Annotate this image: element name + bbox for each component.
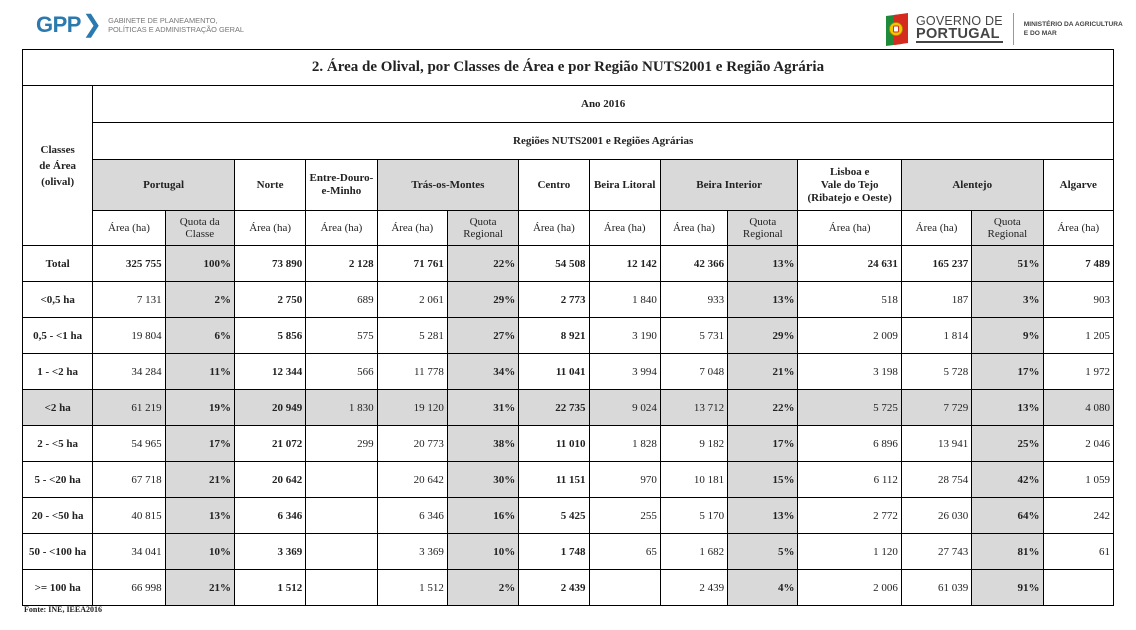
region-norte: Norte bbox=[234, 160, 305, 211]
area-cell: 9 182 bbox=[660, 426, 727, 462]
area-cell: 7 131 bbox=[93, 282, 165, 318]
row-label: 1 - <2 ha bbox=[23, 354, 93, 390]
col-header-quota-regional: Quota Regional bbox=[972, 211, 1043, 246]
area-cell: 7 048 bbox=[660, 354, 727, 390]
col-header-area: Área (ha) bbox=[798, 211, 901, 246]
area-cell: 11 041 bbox=[519, 354, 589, 390]
col-header-area: Área (ha) bbox=[660, 211, 727, 246]
area-cell: 1 972 bbox=[1043, 354, 1113, 390]
col-header-area: Área (ha) bbox=[306, 211, 377, 246]
area-cell: 7 489 bbox=[1043, 246, 1113, 282]
row-label: 5 - <20 ha bbox=[23, 462, 93, 498]
quota-cell: 10% bbox=[165, 534, 234, 570]
quota-cell: 4% bbox=[728, 570, 798, 606]
region-alentejo: Alentejo bbox=[901, 160, 1043, 211]
quota-cell: 27% bbox=[447, 318, 518, 354]
row-label: 50 - <100 ha bbox=[23, 534, 93, 570]
area-cell: 19 804 bbox=[93, 318, 165, 354]
row-label: <2 ha bbox=[23, 390, 93, 426]
area-cell: 3 369 bbox=[377, 534, 447, 570]
area-cell: 54 965 bbox=[93, 426, 165, 462]
area-cell: 2 128 bbox=[306, 246, 377, 282]
area-cell: 6 346 bbox=[234, 498, 305, 534]
area-cell: 11 778 bbox=[377, 354, 447, 390]
region-beira-interior: Beira Interior bbox=[660, 160, 798, 211]
quota-cell: 25% bbox=[972, 426, 1043, 462]
quota-cell: 17% bbox=[165, 426, 234, 462]
gpp-logo bbox=[36, 11, 245, 38]
area-cell: 20 949 bbox=[234, 390, 305, 426]
col-header-area: Área (ha) bbox=[901, 211, 971, 246]
area-cell: 73 890 bbox=[234, 246, 305, 282]
area-cell: 1 682 bbox=[660, 534, 727, 570]
area-cell bbox=[306, 498, 377, 534]
quota-cell: 17% bbox=[972, 354, 1043, 390]
quota-cell: 31% bbox=[447, 390, 518, 426]
area-cell: 13 941 bbox=[901, 426, 971, 462]
area-cell: 1 059 bbox=[1043, 462, 1113, 498]
area-cell: 61 bbox=[1043, 534, 1113, 570]
area-cell: 1 512 bbox=[234, 570, 305, 606]
quota-cell: 29% bbox=[728, 318, 798, 354]
area-cell: 187 bbox=[901, 282, 971, 318]
area-cell bbox=[589, 570, 660, 606]
quota-cell: 13% bbox=[728, 498, 798, 534]
col-header-area: Área (ha) bbox=[1043, 211, 1113, 246]
area-cell: 22 735 bbox=[519, 390, 589, 426]
quota-cell: 91% bbox=[972, 570, 1043, 606]
quota-cell: 22% bbox=[728, 390, 798, 426]
gpp-logo-mark: GPP bbox=[36, 12, 81, 37]
area-cell: 42 366 bbox=[660, 246, 727, 282]
ministry-name: MINISTÉRIO DA AGRICULTURA E DO MAR bbox=[1023, 21, 1123, 37]
area-cell: 3 994 bbox=[589, 354, 660, 390]
area-cell: 19 120 bbox=[377, 390, 447, 426]
area-cell: 1 120 bbox=[798, 534, 901, 570]
table-row bbox=[23, 462, 1114, 498]
table-title: 2. Área de Olival, por Classes de Área e por Região NUTS2001 e Região Agrária bbox=[23, 50, 1114, 86]
area-cell: 2 773 bbox=[519, 282, 589, 318]
area-cell: 2 006 bbox=[798, 570, 901, 606]
area-cell: 24 631 bbox=[798, 246, 901, 282]
area-cell: 3 198 bbox=[798, 354, 901, 390]
area-cell: 1 512 bbox=[377, 570, 447, 606]
source-note: Fonte: INE, IEEA2016 bbox=[24, 605, 103, 614]
area-cell: 5 281 bbox=[377, 318, 447, 354]
quota-cell: 6% bbox=[165, 318, 234, 354]
area-cell: 8 921 bbox=[519, 318, 589, 354]
quota-cell: 81% bbox=[972, 534, 1043, 570]
area-cell: 1 205 bbox=[1043, 318, 1113, 354]
area-cell bbox=[306, 570, 377, 606]
area-cell: 242 bbox=[1043, 498, 1113, 534]
area-cell: 3 190 bbox=[589, 318, 660, 354]
area-cell: 67 718 bbox=[93, 462, 165, 498]
region-portugal: Portugal bbox=[93, 160, 235, 211]
area-cell: 21 072 bbox=[234, 426, 305, 462]
quota-cell: 42% bbox=[972, 462, 1043, 498]
region-beira-litoral: Beira Litoral bbox=[589, 160, 660, 211]
quota-cell: 34% bbox=[447, 354, 518, 390]
region-algarve: Algarve bbox=[1043, 160, 1113, 211]
row-label: Total bbox=[23, 246, 93, 282]
government-name: GOVERNO DE PORTUGAL bbox=[916, 14, 1003, 42]
area-cell: 933 bbox=[660, 282, 727, 318]
area-cell: 71 761 bbox=[377, 246, 447, 282]
region-centro: Centro bbox=[519, 160, 589, 211]
quota-cell: 21% bbox=[165, 570, 234, 606]
quota-cell: 22% bbox=[447, 246, 518, 282]
area-cell: 4 080 bbox=[1043, 390, 1113, 426]
regions-header: Regiões NUTS2001 e Regiões Agrárias bbox=[93, 123, 1114, 160]
quota-cell: 2% bbox=[447, 570, 518, 606]
quota-cell: 9% bbox=[972, 318, 1043, 354]
row-label: 2 - <5 ha bbox=[23, 426, 93, 462]
area-cell: 12 142 bbox=[589, 246, 660, 282]
area-cell: 1 814 bbox=[901, 318, 971, 354]
area-cell: 54 508 bbox=[519, 246, 589, 282]
quota-cell: 13% bbox=[728, 282, 798, 318]
quota-cell: 100% bbox=[165, 246, 234, 282]
government-logo bbox=[884, 12, 1123, 46]
quota-cell: 13% bbox=[165, 498, 234, 534]
area-cell: 6 896 bbox=[798, 426, 901, 462]
area-cell: 1 830 bbox=[306, 390, 377, 426]
area-cell: 34 041 bbox=[93, 534, 165, 570]
row-label: >= 100 ha bbox=[23, 570, 93, 606]
quota-cell: 30% bbox=[447, 462, 518, 498]
area-cell: 1 748 bbox=[519, 534, 589, 570]
table-row bbox=[23, 318, 1114, 354]
col-header-quota-regional: Quota Regional bbox=[728, 211, 798, 246]
area-cell: 1 828 bbox=[589, 426, 660, 462]
area-cell: 325 755 bbox=[93, 246, 165, 282]
area-cell: 7 729 bbox=[901, 390, 971, 426]
col-header-area: Área (ha) bbox=[377, 211, 447, 246]
area-cell: 2 750 bbox=[234, 282, 305, 318]
table-row bbox=[23, 390, 1114, 426]
area-cell: 566 bbox=[306, 354, 377, 390]
region-lisboa-vale-do-tejo: Lisboa e Vale do Tejo (Ribatejo e Oeste) bbox=[798, 160, 901, 211]
table-row bbox=[23, 498, 1114, 534]
area-cell: 689 bbox=[306, 282, 377, 318]
area-cell: 165 237 bbox=[901, 246, 971, 282]
quota-cell: 11% bbox=[165, 354, 234, 390]
quota-cell: 2% bbox=[165, 282, 234, 318]
row-label: 0,5 - <1 ha bbox=[23, 318, 93, 354]
classes-header: Classes de Área (olival) bbox=[23, 86, 93, 246]
logo-divider bbox=[1013, 13, 1014, 45]
area-cell: 34 284 bbox=[93, 354, 165, 390]
page-header bbox=[0, 0, 1136, 48]
area-cell: 5 725 bbox=[798, 390, 901, 426]
col-header-area: Área (ha) bbox=[519, 211, 589, 246]
row-label: 20 - <50 ha bbox=[23, 498, 93, 534]
gpp-logo-text: GABINETE DE PLANEAMENTO, POLÍTICAS E ADMINISTRAÇÃO GERAL bbox=[108, 15, 245, 34]
area-cell: 66 998 bbox=[93, 570, 165, 606]
portugal-flag-emblem-icon bbox=[884, 12, 910, 46]
area-cell bbox=[306, 462, 377, 498]
table-row bbox=[23, 426, 1114, 462]
area-cell: 5 425 bbox=[519, 498, 589, 534]
table-row bbox=[23, 534, 1114, 570]
quota-cell: 21% bbox=[728, 354, 798, 390]
table-body bbox=[23, 246, 1114, 606]
area-cell: 6 346 bbox=[377, 498, 447, 534]
area-cell: 2 046 bbox=[1043, 426, 1113, 462]
area-cell: 20 642 bbox=[234, 462, 305, 498]
col-header-area: Área (ha) bbox=[93, 211, 165, 246]
area-cell bbox=[306, 534, 377, 570]
area-cell: 5 170 bbox=[660, 498, 727, 534]
area-cell: 11 151 bbox=[519, 462, 589, 498]
area-cell: 27 743 bbox=[901, 534, 971, 570]
area-cell: 299 bbox=[306, 426, 377, 462]
area-cell: 970 bbox=[589, 462, 660, 498]
quota-cell: 5% bbox=[728, 534, 798, 570]
area-cell: 61 039 bbox=[901, 570, 971, 606]
quota-cell: 17% bbox=[728, 426, 798, 462]
area-cell: 28 754 bbox=[901, 462, 971, 498]
year-header: Ano 2016 bbox=[93, 86, 1114, 123]
quota-cell: 64% bbox=[972, 498, 1043, 534]
table-row bbox=[23, 570, 1114, 606]
area-cell: 40 815 bbox=[93, 498, 165, 534]
area-cell: 61 219 bbox=[93, 390, 165, 426]
area-cell: 2 772 bbox=[798, 498, 901, 534]
quota-cell: 16% bbox=[447, 498, 518, 534]
area-cell: 20 773 bbox=[377, 426, 447, 462]
area-cell: 5 731 bbox=[660, 318, 727, 354]
region-entre-douro-e-minho: Entre-Douro- e-Minho bbox=[306, 160, 377, 211]
area-cell: 903 bbox=[1043, 282, 1113, 318]
area-cell: 9 024 bbox=[589, 390, 660, 426]
gpp-logo-bracket-icon: ❯ bbox=[81, 11, 103, 38]
area-cell: 10 181 bbox=[660, 462, 727, 498]
area-cell: 255 bbox=[589, 498, 660, 534]
area-cell: 575 bbox=[306, 318, 377, 354]
quota-cell: 29% bbox=[447, 282, 518, 318]
row-label: <0,5 ha bbox=[23, 282, 93, 318]
quota-cell: 10% bbox=[447, 534, 518, 570]
area-cell: 12 344 bbox=[234, 354, 305, 390]
area-cell: 5 856 bbox=[234, 318, 305, 354]
area-cell: 13 712 bbox=[660, 390, 727, 426]
area-cell: 518 bbox=[798, 282, 901, 318]
quota-cell: 19% bbox=[165, 390, 234, 426]
region-tras-os-montes: Trás-os-Montes bbox=[377, 160, 519, 211]
table-row bbox=[23, 246, 1114, 282]
area-cell: 2 439 bbox=[660, 570, 727, 606]
col-header-quota-classe: Quota da Classe bbox=[165, 211, 234, 246]
area-cell: 2 061 bbox=[377, 282, 447, 318]
table-row bbox=[23, 282, 1114, 318]
area-cell: 1 840 bbox=[589, 282, 660, 318]
area-cell: 2 009 bbox=[798, 318, 901, 354]
table-row bbox=[23, 354, 1114, 390]
area-cell: 26 030 bbox=[901, 498, 971, 534]
col-header-area: Área (ha) bbox=[234, 211, 305, 246]
area-cell: 65 bbox=[589, 534, 660, 570]
quota-cell: 21% bbox=[165, 462, 234, 498]
area-cell: 11 010 bbox=[519, 426, 589, 462]
area-cell bbox=[1043, 570, 1113, 606]
area-cell: 3 369 bbox=[234, 534, 305, 570]
area-cell: 20 642 bbox=[377, 462, 447, 498]
quota-cell: 3% bbox=[972, 282, 1043, 318]
olive-area-table bbox=[22, 49, 1114, 606]
area-cell: 5 728 bbox=[901, 354, 971, 390]
quota-cell: 15% bbox=[728, 462, 798, 498]
area-cell: 6 112 bbox=[798, 462, 901, 498]
quota-cell: 51% bbox=[972, 246, 1043, 282]
quota-cell: 38% bbox=[447, 426, 518, 462]
quota-cell: 13% bbox=[728, 246, 798, 282]
col-header-quota-regional: Quota Regional bbox=[447, 211, 518, 246]
col-header-area: Área (ha) bbox=[589, 211, 660, 246]
quota-cell: 13% bbox=[972, 390, 1043, 426]
area-cell: 2 439 bbox=[519, 570, 589, 606]
